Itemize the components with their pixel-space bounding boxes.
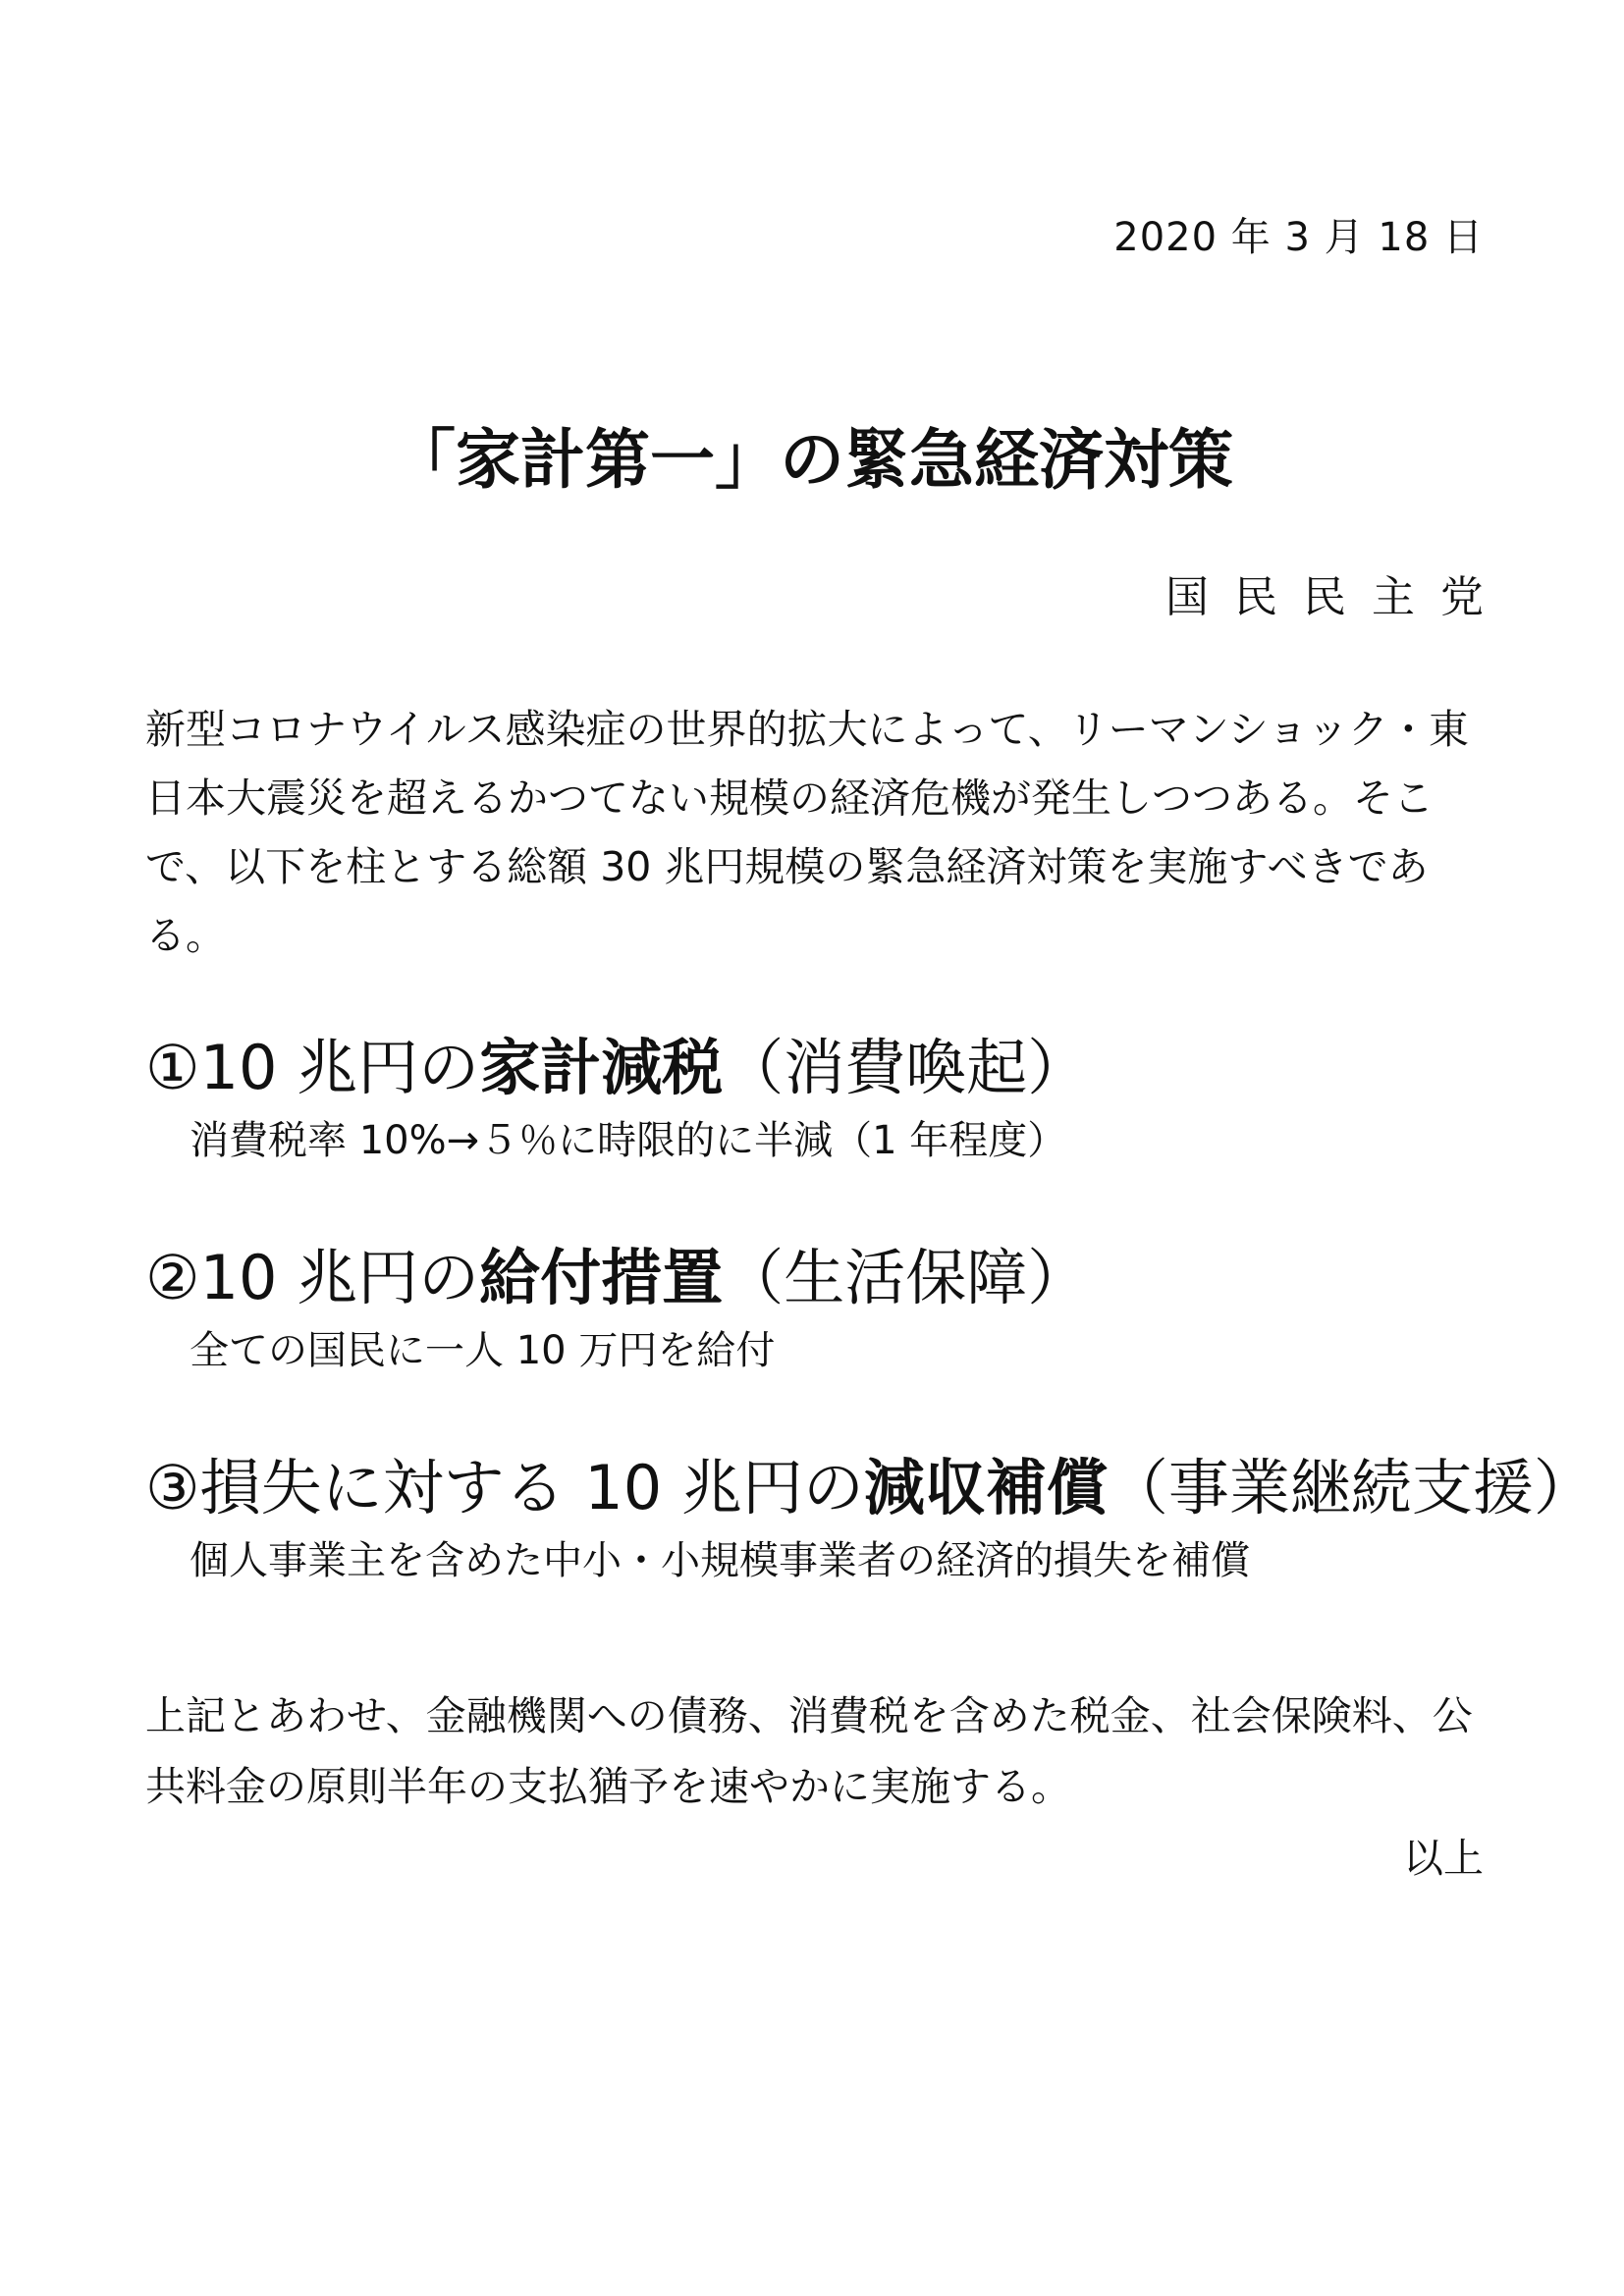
policy-section-1 [145, 1029, 1520, 1168]
document-date: 2020 年 3 月 18 日 [1113, 215, 1484, 260]
policy-detail: 消費税率 10%→５％に時限的に半減（1 年程度） [189, 1118, 1067, 1163]
policy-heading [145, 1029, 1520, 1107]
heading-suffix: （消費喚起） [723, 1032, 1089, 1103]
organization-name: 国民民主党 [1165, 572, 1509, 622]
heading-prefix: ③損失に対する 10 兆円の [145, 1452, 864, 1523]
heading-prefix: ②10 兆円の [145, 1242, 480, 1313]
heading-prefix: ①10 兆円の [145, 1032, 480, 1103]
policy-detail: 全ての国民に一人 10 万円を給付 [189, 1328, 776, 1373]
policy-section-2 [145, 1239, 1520, 1378]
policy-heading [145, 1449, 1595, 1527]
intro-paragraph: 新型コロナウイルス感染症の世界的拡大によって、リーマンショック・東日本大震災を超えるかつてない規模の経済危機が発生しつつある。そこで、以下を柱とする総額 30 兆円規模の緊急経済対策を実施すべきである。 [145, 706, 1469, 959]
heading-suffix: （事業継続支援） [1107, 1452, 1595, 1523]
heading-emphasis: 減収補償 [863, 1452, 1108, 1523]
closing-paragraph: 上記とあわせ、金融機関への債務、消費税を含めた税金、社会保険料、公共料金の原則半年の支払猶予を速やかに実施する。 [145, 1692, 1473, 1810]
heading-suffix: （生活保障） [723, 1242, 1089, 1313]
heading-emphasis: 家計減税 [479, 1032, 724, 1103]
heading-emphasis: 給付措置 [479, 1242, 724, 1313]
policy-detail: 個人事業主を含めた中小・小規模事業者の経済的損失を補償 [189, 1538, 1250, 1583]
policy-heading [145, 1239, 1520, 1317]
end-mark: 以上 [1403, 1835, 1484, 1882]
policy-section-3 [145, 1449, 1595, 1588]
document-title: 「家計第一」の緊急経済対策 [391, 422, 1233, 498]
